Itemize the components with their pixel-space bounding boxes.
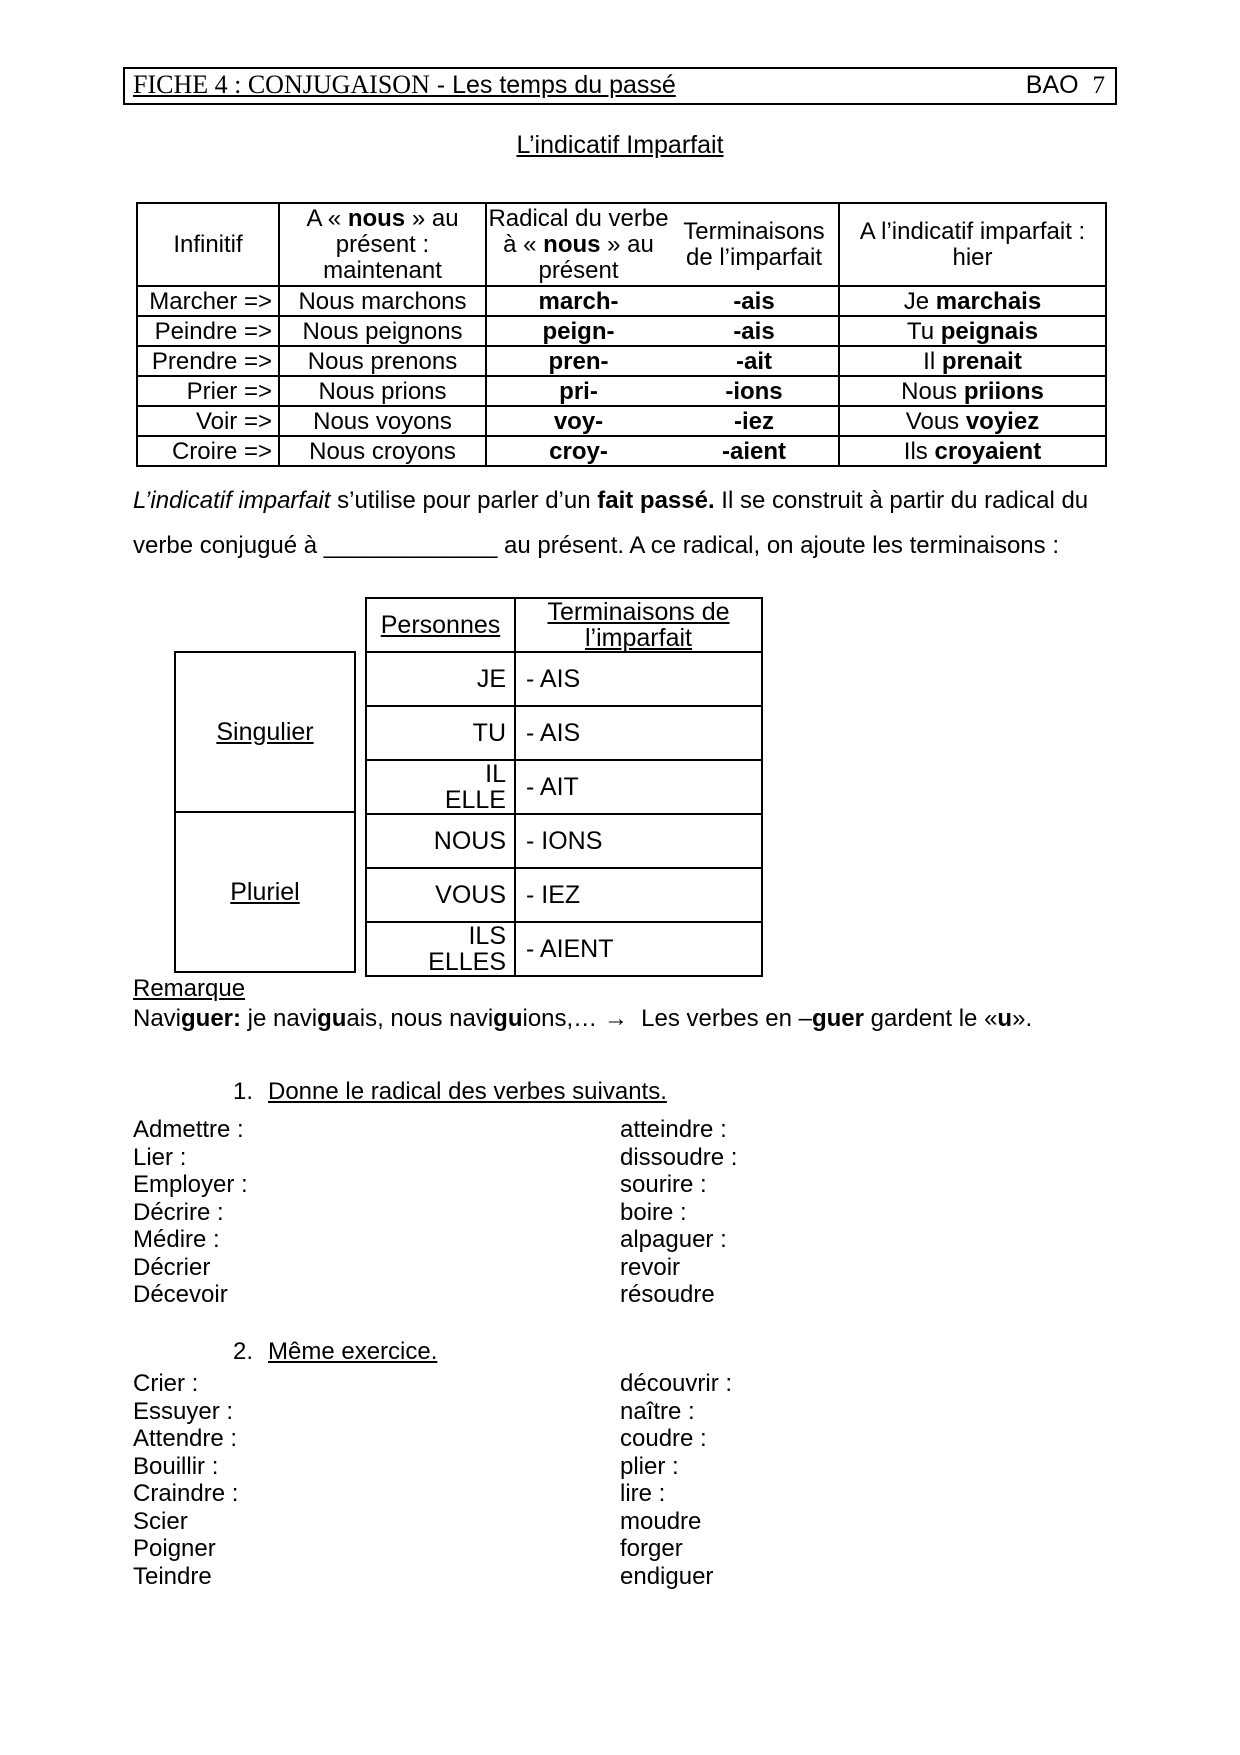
remark-title: Remarque [133,975,246,1002]
ref-label: BAO [1025,70,1079,99]
person-label: ILS [468,922,506,950]
imperfect-cell [839,346,1106,376]
column-header [670,203,839,286]
text-run: ais, nous navi [346,1005,494,1032]
ending-cell: -aient [670,436,839,466]
text-run: Radical du verbe à « [488,204,669,258]
text-run: fait passé. [597,487,715,514]
imperfect-cell [839,376,1106,406]
column-header [279,203,486,286]
verb-item: lire : [620,1480,666,1507]
text-run: Tu [906,317,941,345]
present-cell: Nous peignons [279,316,486,346]
verb-item: revoir [620,1253,681,1281]
endings-row [366,652,762,706]
ending-cell: - AIS [515,706,762,760]
remark-text [133,1004,1032,1034]
exercise-2-title: Même exercice. [268,1338,438,1365]
ref-spacer [1079,71,1093,99]
text-run: gardent le « [863,1005,998,1032]
text-run: ions,… → Les verbes en – [522,1005,812,1032]
ending-cell: -ais [670,316,839,346]
exercise-1-title: Donne le radical des verbes suivants. [268,1078,667,1105]
conjugation-row [137,346,1106,376]
verb-item: Employer : [133,1171,248,1198]
ending-cell: - AIS [515,652,762,706]
verb-item: Essuyer : [133,1397,234,1425]
text-run: Je [903,287,936,315]
group-label: Pluriel [230,877,300,906]
verb-item: Médire : [133,1226,220,1253]
page-number: 7 [1092,71,1105,99]
person-cell [366,652,515,706]
endings-row [366,868,762,922]
text-run: Navi [133,1005,182,1032]
column-header [839,203,1106,286]
conjugation-row [137,316,1106,346]
verb-item: Scier [133,1507,188,1535]
exercise-2-number: 2. [233,1338,254,1365]
endings-row [366,922,762,976]
ending-cell: - AIENT [515,922,762,976]
endings-table-block [174,597,763,977]
exercise-2-list-right [620,1370,732,1590]
ending-cell: -iez [670,406,839,436]
person-cell [366,814,515,868]
conjugation-row [137,286,1106,316]
person-label: ELLE [444,786,506,814]
endings-row [366,814,762,868]
text-run: Il [923,347,942,375]
verb-item: Décrier [133,1253,211,1281]
verb-item: Crier : [133,1370,199,1397]
ending-cell: - IONS [515,814,762,868]
verb-item: Poigner [133,1535,216,1562]
verb-item: Teindre [133,1562,212,1590]
endings-table [365,597,763,977]
conjugation-row [137,376,1106,406]
text-run: Nous [901,377,964,405]
verb-item: moudre [620,1507,702,1535]
ending-cell: -ais [670,286,839,316]
usage-paragraph [133,478,1148,568]
text-run: gu [317,1005,347,1032]
text-run: Infinitif [173,230,243,258]
text-run: peignais [940,317,1039,345]
verb-item: Décevoir [133,1281,228,1308]
text-run: Terminaisons de l’imparfait [683,217,825,271]
verb-item: sourire : [620,1171,707,1198]
radical-cell: voy- [486,406,670,436]
text-run: guer: [181,1005,242,1032]
text-run: Vous [905,407,966,435]
verb-item: Lier : [133,1143,187,1171]
document-header-title [133,70,676,100]
verb-item: découvrir : [620,1370,733,1397]
endings-header-row [366,598,762,652]
ending-cell: -ait [670,346,839,376]
verb-item: boire : [620,1198,687,1226]
imperfect-cell [839,286,1106,316]
radical-cell: peign- [486,316,670,346]
radical-cell: pri- [486,376,670,406]
exercise-1-heading [233,1078,667,1106]
course-code: FICHE 4 : CONJUGAISON [133,70,430,99]
verb-item: atteindre : [620,1116,727,1143]
page-title: L’indicatif Imparfait [516,131,724,159]
infinitive-cell: Peindre => [137,316,279,346]
infinitive-cell: Croire => [137,436,279,466]
person-label: VOUS [435,881,506,909]
text-run: Il se construit à partir du radical du [714,487,1089,514]
present-cell: Nous prions [279,376,486,406]
verb-item: Attendre : [133,1425,238,1452]
exercise-1-number: 1. [233,1078,254,1105]
ending-cell: - AIT [515,760,762,814]
person-label: JE [476,665,506,693]
group-cell-singulier [174,651,356,813]
verb-item: alpaguer : [620,1226,727,1253]
number-groups-column [174,651,356,973]
verb-item: forger [620,1535,683,1562]
imperfect-cell [839,406,1106,436]
person-cell [366,922,515,976]
conjugation-header-row [137,203,1106,286]
verb-item: Admettre : [133,1116,244,1143]
text-run: A l’indicatif imparfait : hier [859,217,1086,271]
exercise-2-heading [233,1338,437,1366]
text-run: croyaient [934,437,1042,465]
document-header [123,67,1117,105]
persons-column-header [366,598,515,652]
page-title-wrap [0,131,1240,160]
person-label: ELLES [428,948,506,976]
conjugation-row [137,436,1106,466]
present-cell: Nous marchons [279,286,486,316]
document-header-ref [1026,71,1105,100]
infinitive-cell: Marcher => [137,286,279,316]
present-cell: Nous voyons [279,406,486,436]
imperfect-cell [839,436,1106,466]
verb-item: Craindre : [133,1480,239,1507]
imperfect-cell [839,316,1106,346]
infinitive-cell: Prier => [137,376,279,406]
person-label: NOUS [433,827,506,855]
endings-row [366,706,762,760]
column-header [486,203,670,286]
verb-item: coudre : [620,1425,707,1452]
text-run: nous [543,230,601,258]
text-run: gu [493,1005,523,1032]
endings-column-header-label: Terminaisons de l’imparfait [547,598,730,652]
text-run: verbe conjugué à _____________ au présent. A ce radical, on ajoute les terminaisons : [133,532,1059,559]
column-header [137,203,279,286]
verb-item: Décrire : [133,1198,224,1226]
group-cell-pluriel [174,811,356,973]
text-run: guer [811,1005,864,1032]
verb-item: résoudre [620,1281,715,1308]
verb-item: endiguer [620,1562,714,1590]
infinitive-cell: Voir => [137,406,279,436]
text-run: A « [306,204,348,232]
radical-cell: pren- [486,346,670,376]
course-subtitle: - Les temps du passé [429,71,676,99]
text-run: nous [347,204,406,232]
text-run: u [997,1005,1013,1032]
remark-block [133,974,1032,1034]
ending-cell: -ions [670,376,839,406]
exercise-2-list-left [133,1370,238,1590]
exercise-1-list-right [620,1116,737,1309]
conjugation-row [137,406,1106,436]
person-cell [366,760,515,814]
text-run: voyiez [965,407,1040,435]
person-label: TU [472,719,506,747]
text-run: » au présent : maintenant [323,204,459,284]
text-run: L’indicatif imparfait [133,487,331,514]
radical-cell: march- [486,286,670,316]
person-label: IL [485,760,506,788]
text-run: je navi [241,1005,318,1032]
present-cell: Nous prenons [279,346,486,376]
group-label: Singulier [216,717,314,746]
verb-item: Bouillir : [133,1452,219,1480]
conjugation-table [136,202,1107,467]
text-run: prenait [941,347,1022,375]
endings-column-header [515,598,762,652]
verb-item: naître : [620,1397,695,1425]
text-run: » au présent [538,230,654,284]
ending-cell: - IEZ [515,868,762,922]
persons-column-header-label: Personnes [380,611,501,639]
infinitive-cell: Prendre => [137,346,279,376]
text-run: s’utilise pour parler d’un [330,487,598,514]
radical-cell: croy- [486,436,670,466]
person-cell [366,868,515,922]
verb-item: plier : [620,1452,679,1480]
endings-row [366,760,762,814]
text-run: marchais [935,287,1042,315]
text-run: Ils [903,437,935,465]
text-run: priions [963,377,1044,405]
present-cell: Nous croyons [279,436,486,466]
person-cell [366,706,515,760]
text-run: ». [1012,1005,1033,1032]
exercise-1-list-left [133,1116,248,1309]
verb-item: dissoudre : [620,1143,738,1171]
